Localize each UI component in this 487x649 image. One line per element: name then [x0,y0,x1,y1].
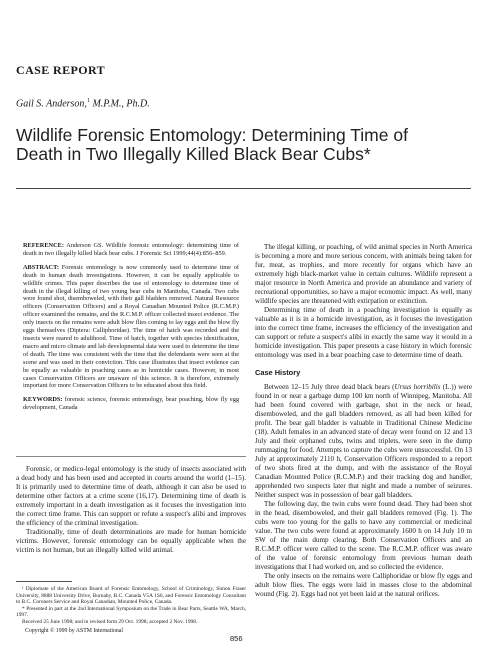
title-divider [16,188,471,189]
footnote-divider [16,581,72,582]
body-paragraph: Determining time of death in a poaching investigation is equally as valuable as it is in a homicide investigation, as it focuses the investigation into the correct time frame, increases the efficiency of the investigation and can support or refute a suspect's alibi in exactly the same way it would in a homicide investigation. This paper presents a case history in which forensic entomology was used in a bear poaching case to determine time of death. [255,306,472,359]
abstract-divider [16,456,246,457]
abstract-paragraph [23,264,239,391]
body-paragraph: The following day, the twin cubs were found dead. They had been shot in the head, disemboweled, and their gall bladders removed (Fig. 1). The cubs were too young for the galls to have any commercial or medicinal value. The two cubs were found at approximately 1600 h on 14 July 10 m SW of the main dump clearing. Both Conservation Officers and an R.C.M.P. officer were called to the scene. The R.C.M.P. officer was aware of the value of forensic entomology from previous human death investigations that I had worked on, and so collected the evidence. [255,500,472,571]
body-paragraph: Traditionally, time of death determinations are made for human homicide victims. However, forensic entomology can be equally applicable when the victim is not human, but an illegally killed wild animal. [16,528,246,554]
abstract-box [23,242,239,418]
keywords-paragraph [23,396,239,412]
section-label: CASE REPORT [16,63,105,77]
author-name: Gail S. Anderson, [16,98,87,110]
copyright-notice: Copyright © 1999 by ASTM International [25,628,123,634]
section-heading-case-history: Case History [255,368,301,377]
article-title: Wildlife Forensic Entomology: Determining Time of Death in Two Illegally Killed Black Bear Cubs* [16,125,408,164]
abstract-text: Forensic entomology is now commonly used to determine time of death in human death investigations. However, it can be equally applicable to wildlife crimes. This paper describes the use of entomology to determine time of death in the illegal killing of two young bear cubs in Manitoba, Canada. Two cubs were found shot, disemboweled, with their gall bladders removed. Natural Resource officers (Conservation Officers) and a Royal Canadian Mounted Police (R.C.M.P.) officer examined the remains, and the R.C.M.P. officer collected insect evidence. The only insects on the remains were adult blow flies coming to lay eggs and the blow fly eggs themselves (Diptera: Calliphoridae). The time of hatch was recorded and the insects were reared to adulthood. Time of hatch, together with species identification, macro and micro climate and lab developmental data were used to determine the time of death. The time was consistent with the time that the defendants were seen at the scene and was used in their conviction. This case illustrates that insect evidence can be equally as valuable in poaching cases as in homicide cases. However, in most cases Conservation Officers are unaware of this science. It is therefore, extremely important for more Conservation Officers to be educated about this field. [23,263,239,390]
abstract-label: ABSTRACT: [23,263,59,271]
footnote: ¹ Diplomate of the American Board of Forensic Entomology, School of Criminology, Simon Fraser University, 8888 University Drive, Burnaby, B.C. Canada V5A 1S6, and Forensic Entomology Consultant to B.C. Coroners Service and Royal Canadian, Mounted Police, Canada. [16,586,246,605]
footnote: * Presented in part at the 2nd International Symposium on the Trade in Bear Parts, Seattle WA, March, 1997. [16,605,246,618]
right-column-body [255,243,472,599]
body-paragraph [255,383,472,500]
page-number: 856 [230,634,243,643]
author-line [16,98,150,109]
case-text-start: Between 12–15 July three dead black bears ( [264,383,395,391]
reference-text: Anderson GS. Wildlife forensic entomology: determining time of death in two illegally killed black bear cubs. J Forensic Sci 1999;44(4):856–859. [23,242,239,257]
body-paragraph: The illegal killing, or poaching, of wild animal species in North America is becoming a more and more serious concern, with animals being taken for fur, meat, as trophies, and more recently for organs which have an extremely high black-market value in certain cultures. Wildlife represent a major resource in North America and provide an abundance and variety of recreational opportunities, so have a major economic impact. As well, many wildlife species are threatened with extirpation or extinction. [255,243,472,305]
author-footnote-marker: 1 [86,98,90,104]
body-paragraph: The only insects on the remains were Calliphoridae or blow fly eggs and adult blow flies. The eggs were laid in masses close to the abdominal wound (Fig. 2). Eggs had not yet been laid at the natural orifices. [255,572,472,598]
reference-label: REFERENCE: [23,242,64,249]
case-text-continued: (L.)) were found in or near a garbage dump 100 km north of Winnipeg, Manitoba. All had been found covered with garbage, shot in the neck or head, disemboweled, and the gall bladders removed, as all had been killed for profit. The bear gall bladder is valuable in Traditional Chinese Medicine (18). Adult females in an advanced state of decay were found on 12 and 13 July and their orphaned cubs, twins and triplets, were seen in the dump rummaging for food. Attempts to capture the cubs were unsuccessful. On 13 July at approximately 2110 h, Conservation Officers responded to a report of two shots fired at the dump, and with the assistance of the Royal Canadian Mounted Police (R.C.M.P.) and their tracking dog and handler, apprehended two suspects later that night and made a number of seizures. Neither suspect was in possession of bear gall bladders. [255,383,472,499]
body-paragraph: Forensic, or medico-legal entomology is the study of insects associated with a dead body and has been used and accepted in courts around the world (1–15). It is primarily used to determine time of death, although it can also be used to determine other factors at a crime scene (16,17). Determining time of death is extremely important in a death investigation as it focuses the investigation into the correct time frame. This can support or refute a suspect's alibi and improves the efficiency of the criminal investigation. [16,465,246,527]
left-column-body [16,465,246,555]
keywords-text: forensic science, forensic entomology, bear poaching, blow fly egg development, Canada [23,396,239,412]
keywords-label: KEYWORDS: [23,396,63,404]
reference-paragraph [23,242,239,258]
footnote: Received 25 June 1998; and in revised form 29 Oct. 1998; accepted 2 Nov. 1998. [22,618,198,625]
footnotes [16,586,246,625]
author-degrees: M.P.M., Ph.D. [89,98,150,110]
species-name: Ursus horribilis [394,383,441,391]
